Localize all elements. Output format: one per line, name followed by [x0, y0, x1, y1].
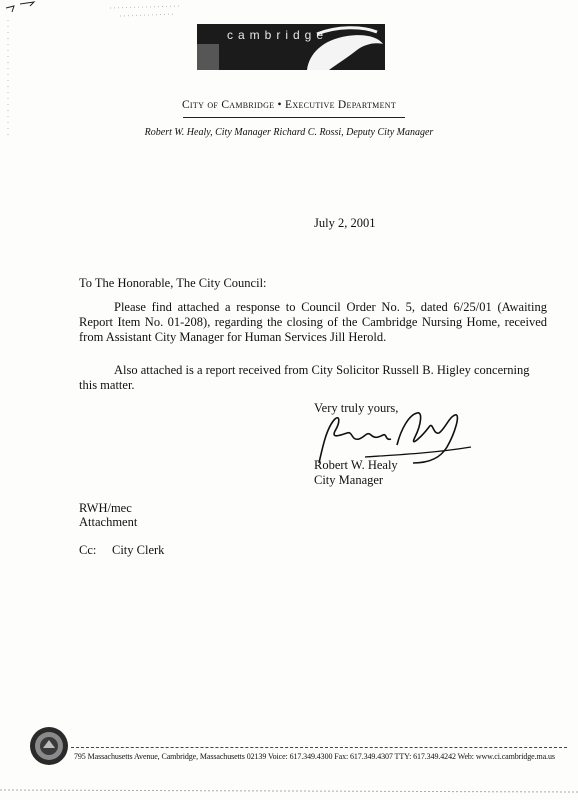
signer-name: Robert W. Healy [314, 458, 398, 472]
cambridge-logo [197, 24, 385, 70]
reference-initials: RWH/mec [79, 501, 132, 515]
closing: Very truly yours, [314, 401, 399, 415]
signer-title: City Manager [314, 473, 384, 487]
officials-line: Robert W. Healy, City Manager Richard C. Rossi, Deputy City Manager [144, 127, 434, 138]
cc-recipient: City Clerk [112, 543, 165, 557]
logo-wordmark: cambridge [227, 28, 329, 42]
letterhead-divider [183, 117, 405, 118]
department-heading: City of Cambridge • Executive Department [181, 99, 397, 111]
letter-date: July 2, 2001 [314, 216, 376, 230]
salutation: To The Honorable, The City Council: [79, 276, 267, 290]
body-paragraph: Please find attached a response to Council Order No. 5, dated 6/25/01 (Awaiting Report Item No. 01-208), regarding the closing of the Cambridge Nursing Home, received from Assistant City Manager for Human Services Jill Herold. [79, 300, 547, 344]
cc-label: Cc: [79, 543, 97, 557]
city-seal-icon [29, 726, 69, 766]
enclosure-note: Attachment [79, 515, 138, 529]
cambridge-logo-mark-icon [197, 24, 385, 70]
footer-divider [71, 747, 567, 748]
body-paragraph: Also attached is a report received from City Solicitor Russell B. Higley concerning this matter. [79, 363, 530, 392]
footer-contact-line: 795 Massachusetts Avenue, Cambridge, Massachusetts 02139 Voice: 617.349.4300 Fax: 617.349.4307 TTY: 617.349.4242 Web: www.ci.cambridge.ma.us [74, 752, 555, 761]
